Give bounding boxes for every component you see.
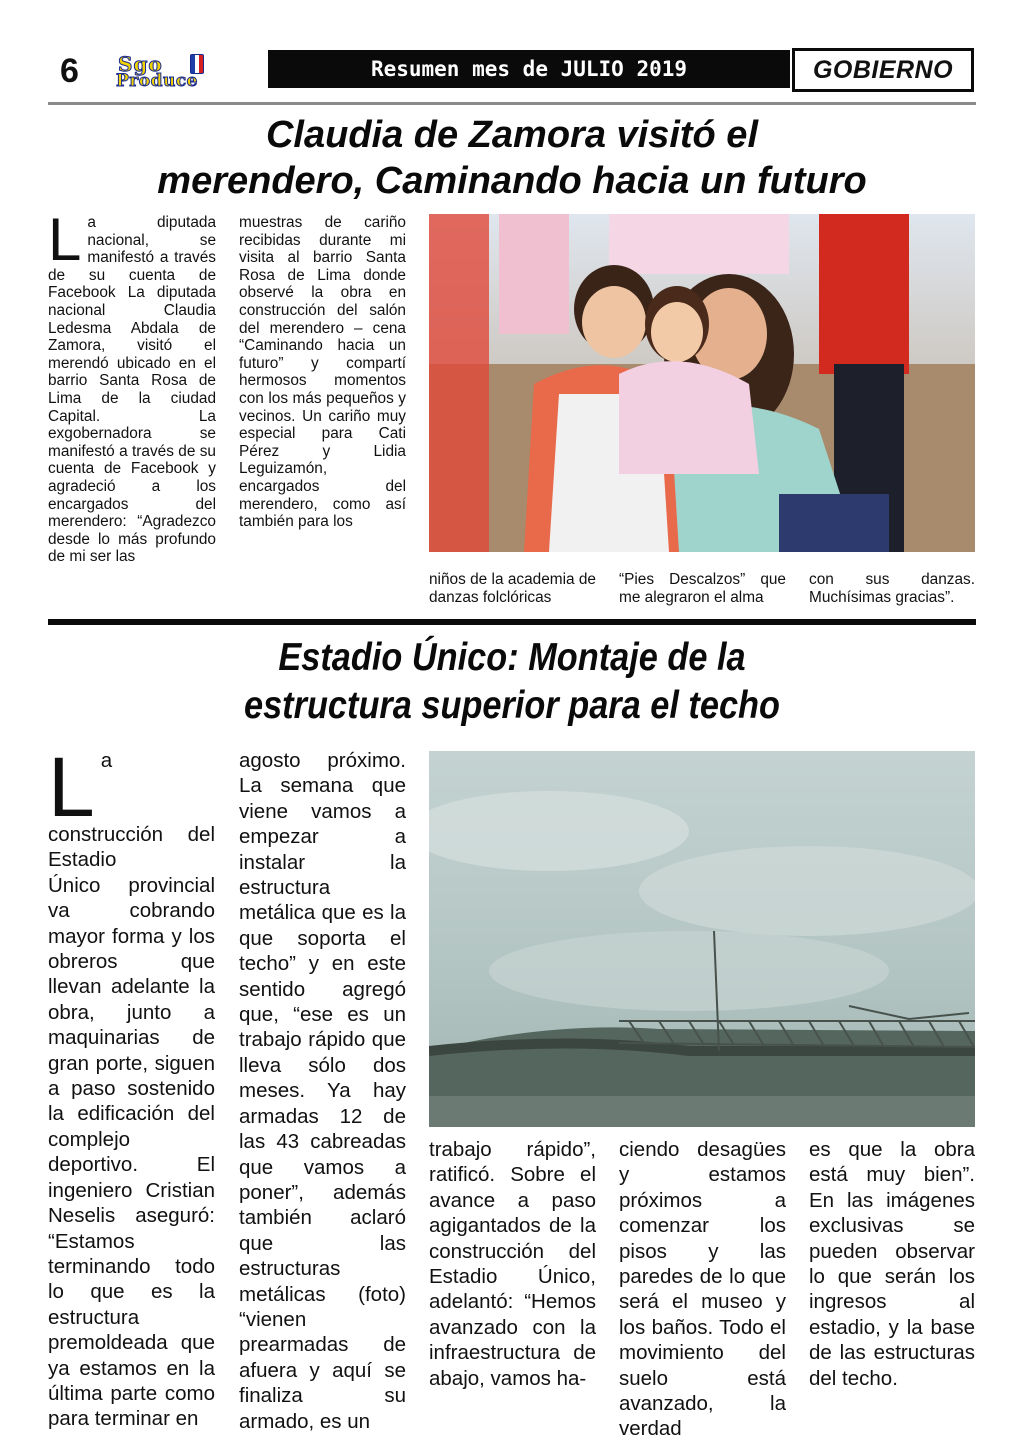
- article1-headline-line1: Claudia de Zamora visitó el: [265, 114, 759, 156]
- article2-headline-line2: estructura superior para el techo: [244, 684, 780, 727]
- article2-column-1: [48, 740, 215, 1432]
- page-number: 6: [60, 52, 79, 90]
- article-divider: [48, 619, 976, 625]
- article1-col5-text: con sus danzas. Muchísimas gracias”.: [809, 571, 975, 606]
- article2-headline-line1: Estadio Único: Montaje de la: [278, 636, 746, 679]
- stadium-construction-image: [429, 751, 975, 1127]
- zamora-with-children-image: [429, 214, 975, 552]
- article2-column-3: [429, 1137, 596, 1391]
- article1-photo: [429, 214, 975, 552]
- issue-banner: [268, 50, 790, 88]
- article2-col1-lead: a construcción del Estadio: [48, 749, 215, 872]
- issue-label: Resumen mes de JULIO 2019: [370, 57, 688, 81]
- article1-col4-text: “Pies Descalzos” que me alegraron el alma: [619, 571, 786, 606]
- article2-col5-text: es que la obra está muy bien”. En las imágenes exclusivas se pueden observar lo que serán los ingresos al estadio, y la base de las estructuras del techo.: [809, 1138, 975, 1390]
- article2-headline: [97, 634, 928, 730]
- article1-col1-text: a diputada nacional, se manifestó a través de su cuenta de Facebook La diputada nacional Claudia Ledesma Abdala de Zamora, visitó el merendó ubicado en el barrio Santa Rosa de Lima de la ciudad Capital. La exgobernadora se manifestó a través de su cuenta de Facebook y agradeció a los encargados del merendero: “Agradezco desde lo más profundo de mi ser las: [48, 214, 216, 566]
- section-label: GOBIERNO: [812, 55, 954, 84]
- logo-text-bottom: Produce: [116, 71, 198, 91]
- article2-col1-text: Único provincial va cobrando mayor forma y los obreros que llevan adelante la obra, junto a maquinarias de gran porte, siguen a paso sostenido la edificación del complejo deportivo. El ingeniero Cristian Neselis aseguró: “Estamos terminando todo lo que es la estructura premoldeada que ya estamos en la última parte como para terminar en: [48, 873, 215, 1431]
- article1-col3-text: niños de la academia de danzas folclóricas: [429, 571, 596, 606]
- article1-drop-cap: L: [48, 206, 82, 273]
- article1-column-5: [809, 571, 975, 606]
- article2-column-4: [619, 1137, 786, 1442]
- top-divider: [48, 102, 976, 105]
- article2-col3-text: trabajo rápido”, ratificó. Sobre el avance a paso agigantados de la construcción del Estadio Único, adelantó: “Hemos avanzado con la infraestructura de abajo, vamos ha-: [429, 1138, 596, 1390]
- article1-column-4: [619, 571, 786, 606]
- publication-logo: [116, 52, 256, 92]
- article2-drop-cap: L: [48, 740, 95, 834]
- article1-column-3: [429, 571, 596, 606]
- article2-col2-text: agosto próximo. La semana que viene vamos a empezar a instalar la estructura metálica que es la que soporta el techo” y en este sentido agregó que, “ese es un trabajo rápido que lleva sólo dos meses. Ya hay armadas 12 de las 43 cabreadas que vamos a poner”, además también aclaró que las estructuras metálicas (foto) “vienen prearmadas de afuera y aquí se finaliza su armado, es un: [239, 749, 406, 1433]
- article2-photo: [429, 751, 975, 1127]
- section-label-box: [792, 48, 974, 92]
- article1-column-2: [239, 214, 406, 531]
- article2-column-5: [809, 1137, 975, 1391]
- article2-col4-text: ciendo desagües y estamos próximos a comenzar los pisos y las paredes de lo que será el museo y los baños. Todo el movimiento del suelo está avanzado, la verdad: [619, 1138, 786, 1441]
- article1-col2-text: muestras de cariño recibidas durante mi visita al barrio Santa Rosa de Lima donde observé la obra en construcción del salón del merendero – cena “Caminando hacia un futuro” y compartí hermosos momentos con los más pequeños y vecinos. Un cariño muy especial para Cati Pérez y Lidia Leguizamón, encargados del merendero, como así también para los: [239, 214, 406, 531]
- article1-headline-line2: merendero, Caminando hacia un futuro: [157, 160, 867, 202]
- article1-column-1: [48, 206, 216, 566]
- logo-text-top: Sgo: [118, 52, 163, 76]
- article2-column-2: [239, 748, 406, 1434]
- article1-headline: [40, 112, 984, 204]
